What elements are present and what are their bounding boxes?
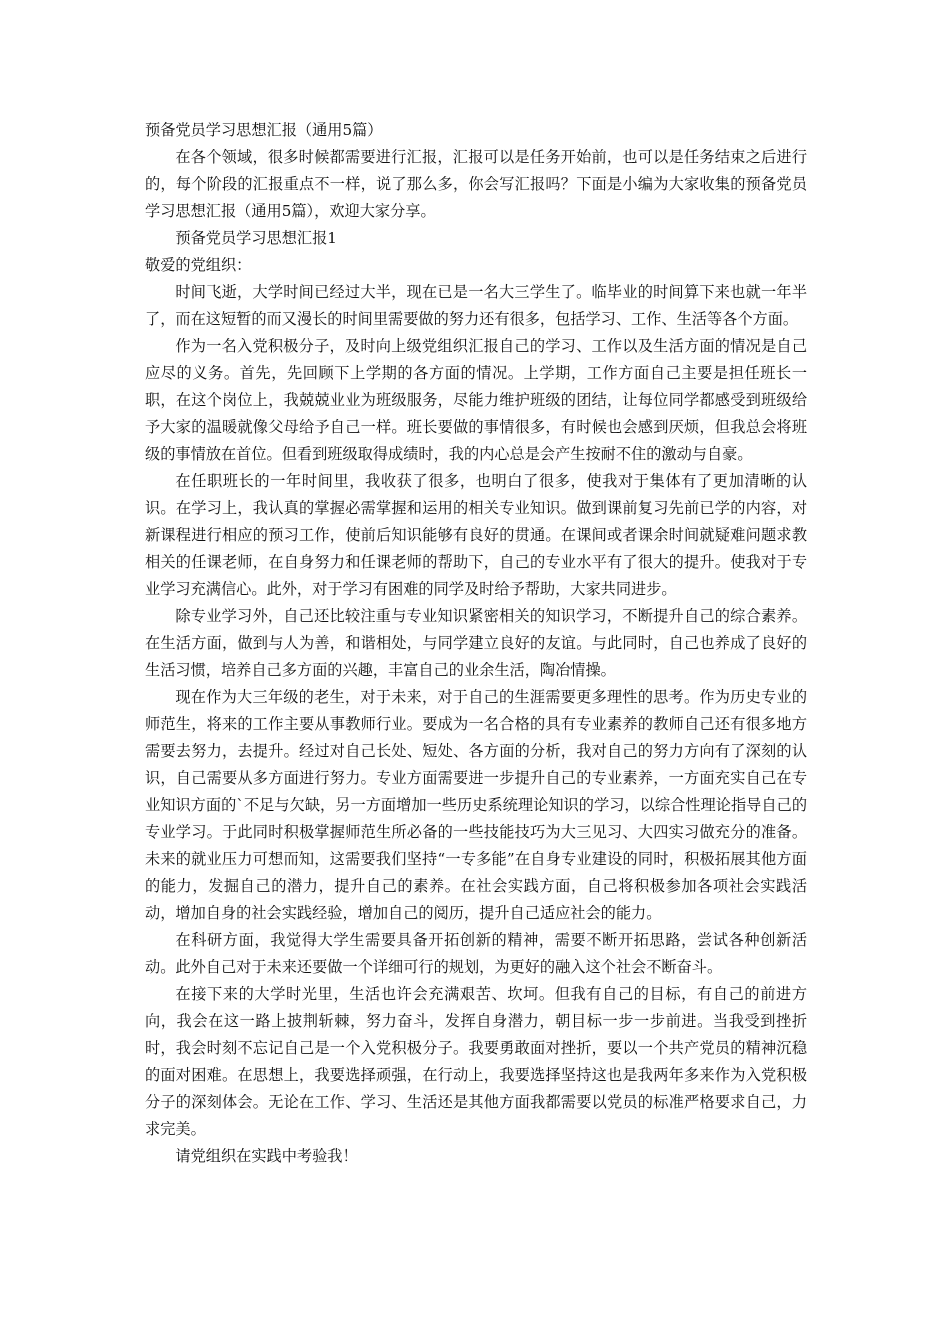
body-paragraph: 在任职班长的一年时间里，我收获了很多，也明白了很多，使我对于集体有了更加清晰的认识。在学习上，我认真的掌握必需掌握和运用的相关专业知识。做到课前复习先前已学的内容，对新课程进行相应的预习工作，使前后知识能够有良好的贯通。在课间或者课余时间就疑难问题求教相关的任课老师，在自身努力和任课老师的帮助下，自己的专业水平有了很大的提升。使我对于专业学习充满信心。此外，对于学习有困难的同学及时给予帮助，大家共同进步。 <box>145 472 807 598</box>
body-paragraph: 除专业学习外，自己还比较注重与专业知识紧密相关的知识学习，不断提升自己的综合素养。在生活方面，做到与人为善，和谐相处，与同学建立良好的友谊。与此同时，自己也养成了良好的生活习惯，培养自己多方面的兴趣，丰富自己的业余生活，陶冶情操。 <box>145 607 807 679</box>
document-title: 预备党员学习思想汇报（通用5篇） <box>145 121 383 139</box>
body-paragraph: 时间飞逝，大学时间已经过大半，现在已是一名大三学生了。临毕业的时间算下来也就一年半了，而在这短暂的而又漫长的时间里需要做的努力还有很多，包括学习、工作、生活等各个方面。 <box>145 283 807 328</box>
intro-paragraph: 在各个领域，很多时候都需要进行汇报，汇报可以是任务开始前，也可以是任务结束之后进行的，每个阶段的汇报重点不一样，说了那么多，你会写汇报吗？下面是小编为大家收集的预备党员学习思想汇报（通用5篇），欢迎大家分享。 <box>145 148 807 220</box>
body-paragraph: 作为一名入党积极分子，及时向上级党组织汇报自己的学习、工作以及生活方面的情况是自己应尽的义务。首先，先回顾下上学期的各方面的情况。上学期，工作方面自己主要是担任班长一职，在这个岗位上，我兢兢业业为班级服务，尽能力维护班级的团结，让每位同学都感受到班级给予大家的温暖就像父母给予自己一样。班长要做的事情很多，有时候也会感到厌烦，但我总会将班级的事情放在首位。但看到班级取得成绩时，我的内心总是会产生按耐不住的激动与自豪。 <box>145 337 807 463</box>
body-paragraph: 现在作为大三年级的老生，对于未来，对于自己的生涯需要更多理性的思考。作为历史专业的师范生，将来的工作主要从事教师行业。要成为一名合格的具有专业素养的教师自己还有很多地方需要去努力，去提升。经过对自己长处、短处、各方面的分析，我对自己的努力方向有了深刻的认识，自己需要从多方面进行努力。专业方面需要进一步提升自己的专业素养，一方面充实自己在专业知识方面的`不足与欠缺，另一方面增加一些历史系统理论知识的学习，以综合性理论指导自己的专业学习。于此同时积极掌握师范生所必备的一些技能技巧为大三见习、大四实习做充分的准备。未来的就业压力可想而知，这需要我们坚持“一专多能”在自身专业建设的同时，积极拓展其他方面的能力，发掘自己的潜力，提升自己的素养。在社会实践方面，自己将积极参加各项社会实践活动，增加自身的社会实践经验，增加自己的阅历，提升自己适应社会的能力。 <box>145 688 807 922</box>
closing-line: 请党组织在实践中考验我！ <box>175 1147 358 1165</box>
body-paragraph: 在科研方面，我觉得大学生需要具备开拓创新的精神，需要不断开拓思路，尝试各种创新活动。此外自己对于未来还要做一个详细可行的规划，为更好的融入这个社会不断奋斗。 <box>145 931 807 976</box>
document-page <box>145 117 807 1170</box>
section-title: 预备党员学习思想汇报1 <box>175 229 337 247</box>
salutation: 敬爱的党组织： <box>145 256 252 274</box>
body-paragraph: 在接下来的大学时光里，生活也许会充满艰苦、坎坷。但我有自己的目标，有自己的前进方向，我会在这一路上披荆斩棘，努力奋斗，发挥自身潜力，朝目标一步一步前进。当我受到挫折时，我会时刻不忘记自己是一个入党积极分子。我要勇敢面对挫折，要以一个共产党员的精神沉稳的面对困难。在思想上，我要选择顽强，在行动上，我要选择坚持这也是我两年多来作为入党积极分子的深刻体会。无论在工作、学习、生活还是其他方面我都需要以党员的标准严格要求自己，力求完美。 <box>145 985 807 1138</box>
